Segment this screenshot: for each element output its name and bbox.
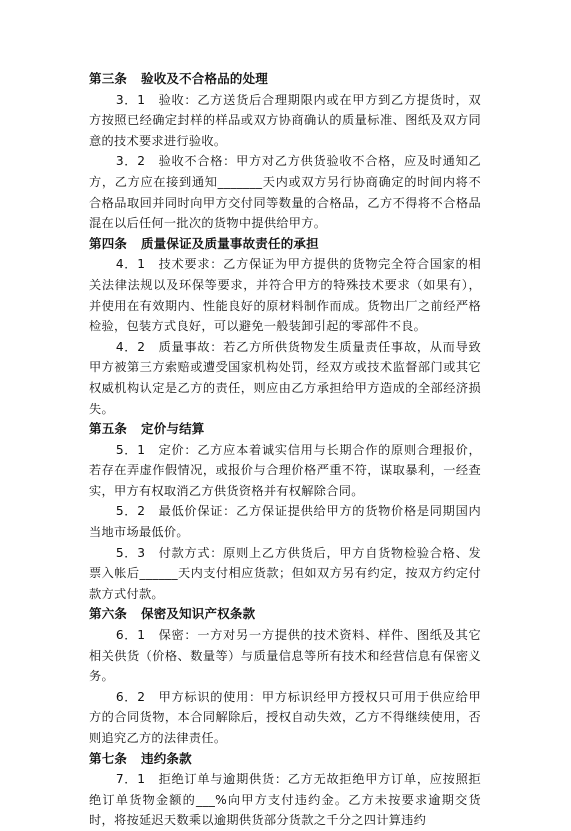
article-title: 验收及不合格品的处理 <box>141 71 269 86</box>
clause-paragraph: 6．2 甲方标识的使用：甲方标识经甲方授权只可用于供应给甲方的合同货物，本合同解除后，授权自动失效，乙方不得继续使用，否则追究乙方的法律责任。 <box>89 689 481 745</box>
section-heading <box>89 604 481 625</box>
article-title: 违约条款 <box>141 750 192 766</box>
article-number: 第五条 <box>89 421 128 437</box>
clause-paragraph: 4．1 技术要求：乙方保证为甲方提供的货物完全符合国家的相关法律法规以及环保等要求，并符合甲方的特殊技术要求（如果有），并使用在有效期内、性能良好的原材料制作而成。货物出厂之前经严格检验，包装方式良好，可以避免一般装卸引起的零部件不良。 <box>89 257 481 334</box>
article-number: 第六条 <box>89 606 128 622</box>
article-number: 第七条 <box>89 750 128 766</box>
section-heading <box>89 749 481 770</box>
contract-body <box>89 69 481 831</box>
article-title: 保密及知识产权条款 <box>141 606 256 622</box>
clause-paragraph: 4．2 质量事故：若乙方所供货物发生质量责任事故，从而导致甲方被第三方索赔或遭受国家机构处罚，经双方或技术监督部门或其它权威机构认定是乙方的责任，则应由乙方承担给甲方造成的全部经济损失。 <box>89 339 481 416</box>
article-title: 定价与结算 <box>141 421 205 437</box>
clause-paragraph: 3．2 验收不合格：甲方对乙方供货验收不合格，应及时通知乙方，乙方应在接到通知_______天内或双方另行协商确定的时间内将不合格品取回并同时向甲方交付同等数量的合格品，乙方不得将不合格品混在以后任何一批次的货物中提供给甲方。 <box>89 154 481 231</box>
article-number: 第四条 <box>89 235 128 251</box>
section-heading <box>89 69 481 90</box>
section-heading <box>89 419 481 440</box>
clause-paragraph: 5．1 定价：乙方应本着诚实信用与长期合作的原则合理报价，若存在弄虚作假情况，或报价与合理价格严重不符，谋取暴利，一经查实，甲方有权取消乙方供货资格并有权解除合同。 <box>89 442 481 498</box>
clause-paragraph: 7．1 拒绝订单与逾期供货：乙方无故拒绝甲方订单，应按照拒绝订单货物金额的___%向甲方支付违约金。乙方未按要求逾期交货时，将按延迟天数乘以逾期供货部分货款之千分之四计算违约 <box>89 772 481 828</box>
article-title: 质量保证及质量事故责任的承担 <box>141 235 319 251</box>
clause-paragraph: 3．1 验收：乙方送货后合理期限内或在甲方到乙方提货时，双方按照已经确定封样的样品或双方协商确认的质量标准、图纸及双方同意的技术要求进行验收。 <box>89 92 481 148</box>
clause-paragraph: 5．3 付款方式：原则上乙方供货后，甲方自货物检验合格、发票入帐后______天内支付相应货款；但如双方另有约定，按双方约定付款方式付款。 <box>89 545 481 601</box>
section-heading <box>89 234 481 255</box>
clause-paragraph: 5．2 最低价保证：乙方保证提供给甲方的货物价格是同期国内当地市场最低价。 <box>89 504 481 540</box>
clause-paragraph: 6．1 保密：一方对另一方提供的技术资料、样件、图纸及其它相关供货（价格、数量等）与质量信息等所有技术和经营信息有保密义务。 <box>89 628 481 684</box>
article-number: 第三条 <box>89 71 128 86</box>
